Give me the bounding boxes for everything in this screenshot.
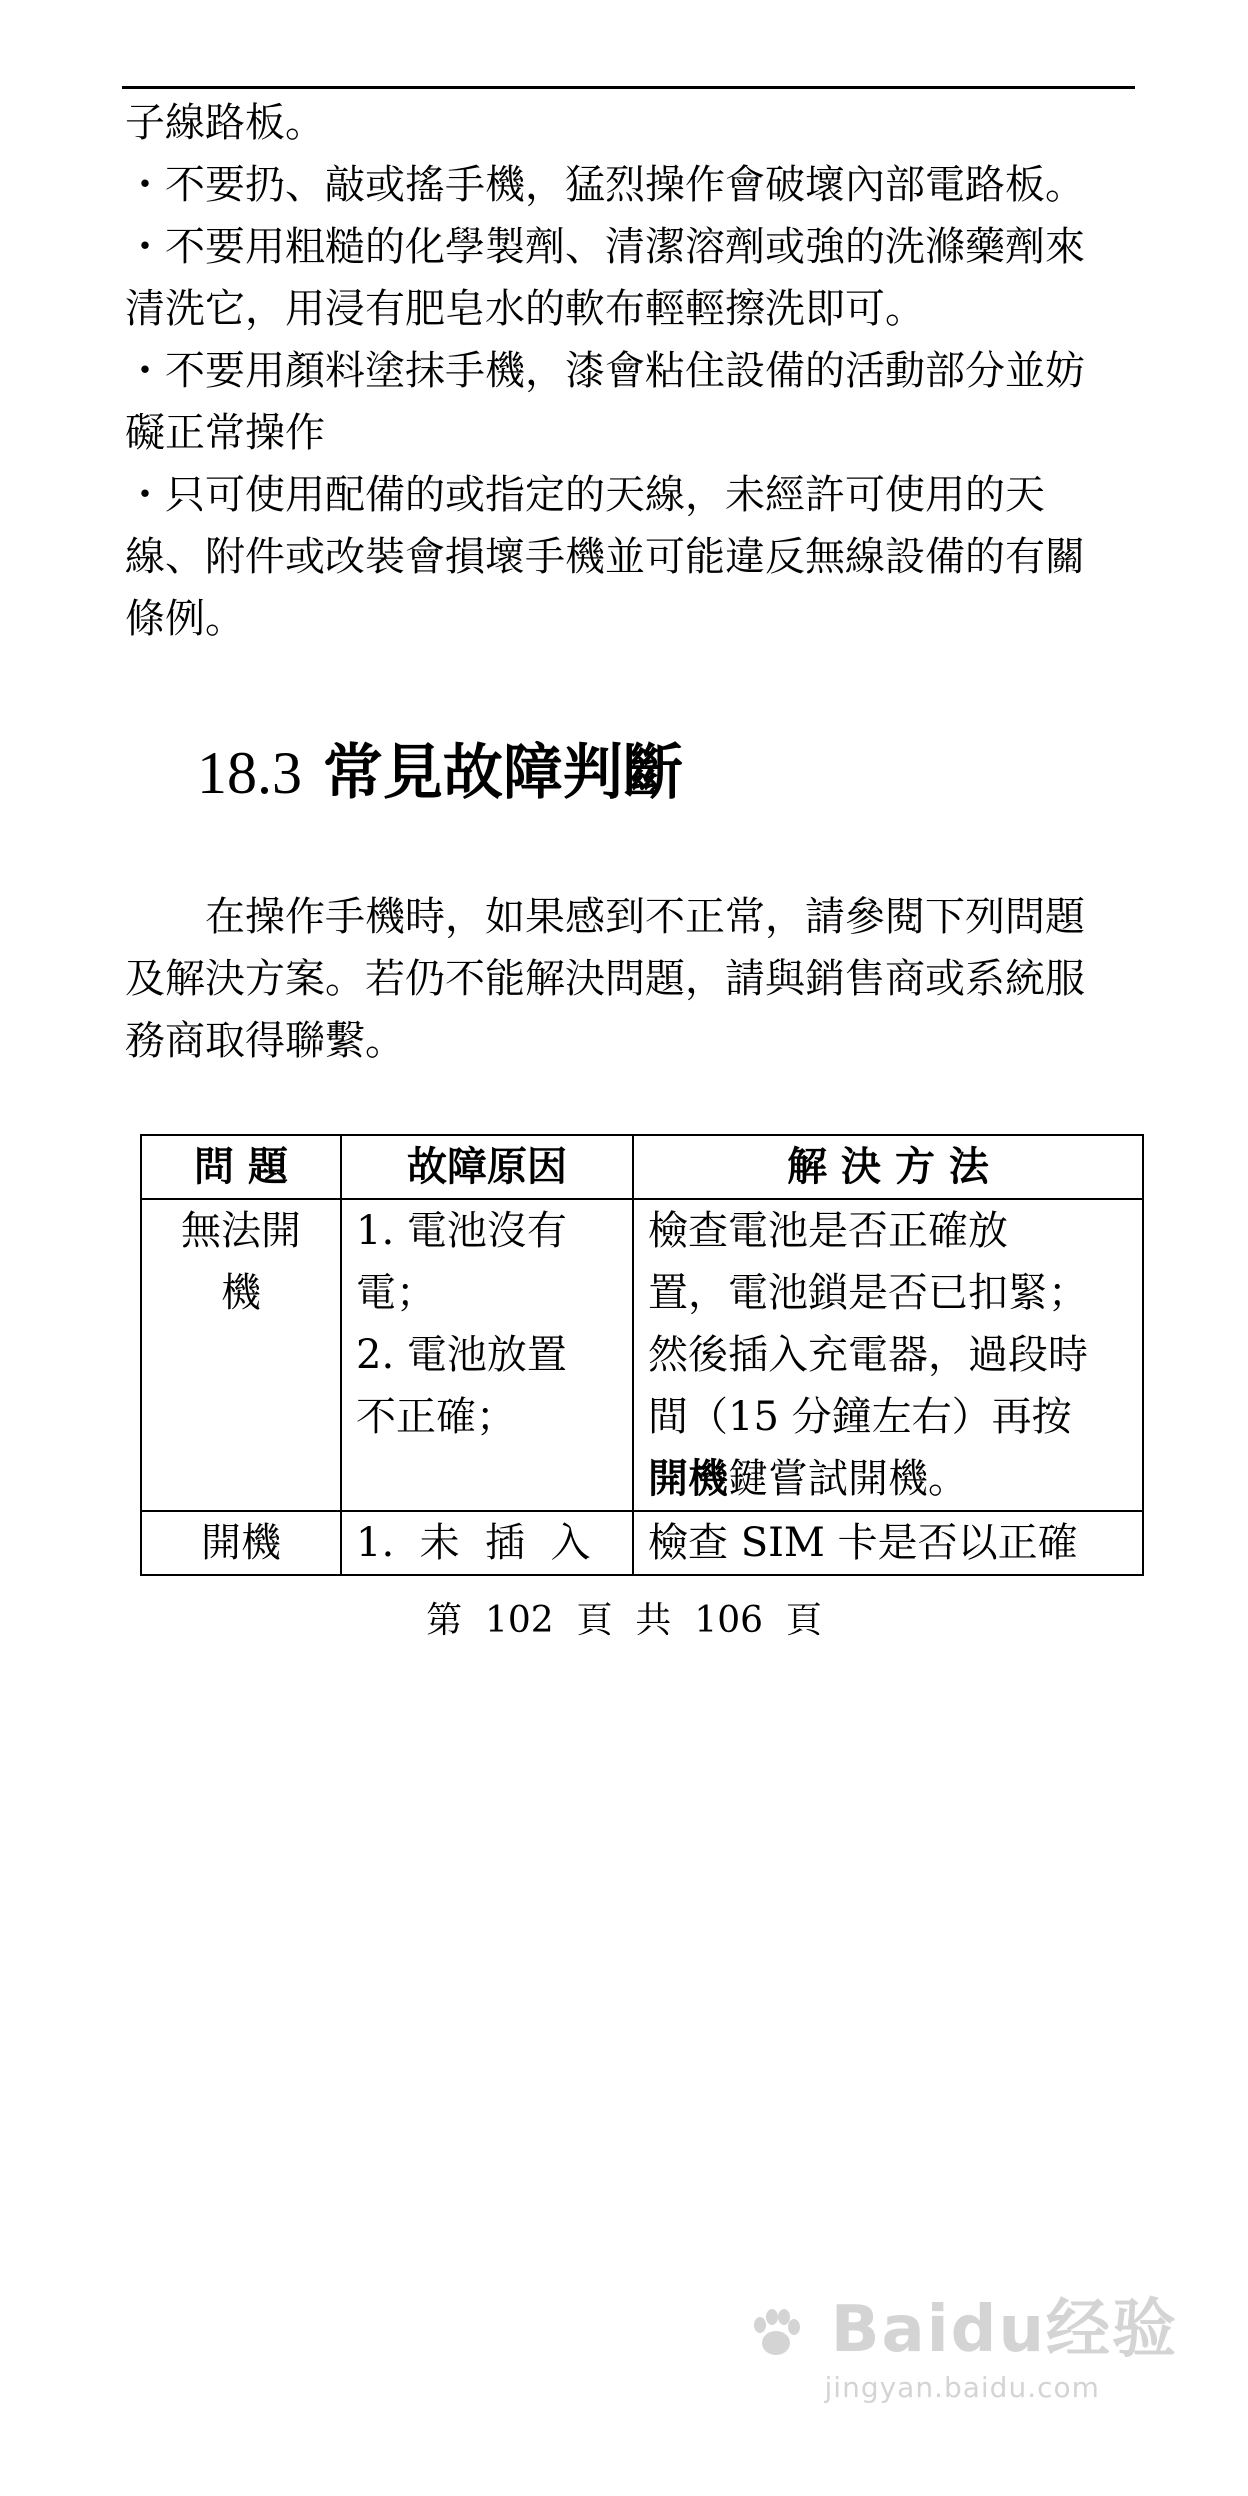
top-rule — [122, 86, 1135, 89]
list-line: ・只可使用配備的或指定的天線，未經許可使用的天 — [125, 472, 1045, 518]
problem-line: 無法開 — [181, 1208, 301, 1254]
list-line: ・不要用粗糙的化學製劑、清潔溶劑或強的洗滌藥劑來 — [125, 224, 1085, 270]
solution-cell — [633, 1199, 1143, 1511]
page-footer: 第 102 頁 共 106 頁 — [426, 1600, 822, 1641]
solution-line: 檢查電池是否正確放 — [648, 1208, 1008, 1254]
solution-line: 間（15 分鐘左右）再按 — [648, 1394, 1072, 1440]
cause-cell — [341, 1199, 633, 1511]
cause-line: 1. 電池沒有 — [356, 1208, 567, 1254]
solution-line: 置，電池鎖是否已扣緊； — [648, 1270, 1088, 1316]
list-line: ・不要用顏料塗抹手機，漆會粘住設備的活動部分並妨 — [125, 348, 1085, 394]
solution-line-rest: 鍵嘗試開機。 — [728, 1456, 968, 1502]
watermark-logo-text: Baidu经验 — [830, 2293, 1178, 2367]
paw-icon — [746, 2303, 806, 2363]
watermark-url: jingyan.baidu.com — [824, 2371, 1100, 2404]
list-line: 條例。 — [125, 596, 245, 642]
list-line: 清洗它，用浸有肥皂水的軟布輕輕擦洗即可。 — [125, 286, 925, 332]
paragraph-line: 在操作手機時，如果感到不正常，請參閱下列問題 — [125, 894, 1085, 940]
header-problem: 問 題 — [141, 1135, 341, 1199]
solution-line: 然後插入充電器，過段時 — [648, 1332, 1088, 1378]
solution-cell: 檢查 SIM 卡是否以正確 — [633, 1511, 1143, 1575]
section-title: 常見故障判斷 — [322, 738, 683, 808]
list-line: 子線路板。 — [125, 100, 325, 146]
problem-cell — [141, 1199, 341, 1511]
table-header-row — [141, 1135, 1143, 1199]
troubleshooting-table — [140, 1134, 1144, 1576]
list-line: ・不要扔、敲或搖手機，猛烈操作會破壞內部電路板。 — [125, 162, 1085, 208]
intro-paragraph — [125, 886, 1135, 1072]
problem-line: 機 — [221, 1270, 261, 1316]
cause-line: 不正確； — [356, 1394, 516, 1440]
table-row — [141, 1511, 1143, 1575]
baidu-watermark — [746, 2290, 1178, 2406]
cause-cell: 1. 未 插 入 — [341, 1511, 633, 1575]
cause-line: 2. 電池放置 — [356, 1332, 567, 1378]
section-heading — [197, 738, 683, 808]
cause-line: 電； — [356, 1270, 436, 1316]
paragraph-line: 及解決方案。若仍不能解決問題，請與銷售商或系統服 — [125, 956, 1085, 1002]
list-line: 線、附件或改裝會損壞手機並可能違反無線設備的有關 — [125, 534, 1085, 580]
table-row — [141, 1199, 1143, 1511]
precautions-list — [125, 92, 1135, 650]
section-number: 18.3 — [197, 740, 302, 806]
solution-line — [648, 1448, 1128, 1510]
header-solution: 解 決 方 法 — [633, 1135, 1143, 1199]
problem-cell: 開機 — [141, 1511, 341, 1575]
header-cause: 故障原因 — [341, 1135, 633, 1199]
list-line: 礙正常操作 — [125, 410, 325, 456]
watermark-logo — [746, 2290, 1178, 2370]
paragraph-line: 務商取得聯繫。 — [125, 1018, 405, 1064]
power-key-label: 開機 — [648, 1455, 728, 1502]
